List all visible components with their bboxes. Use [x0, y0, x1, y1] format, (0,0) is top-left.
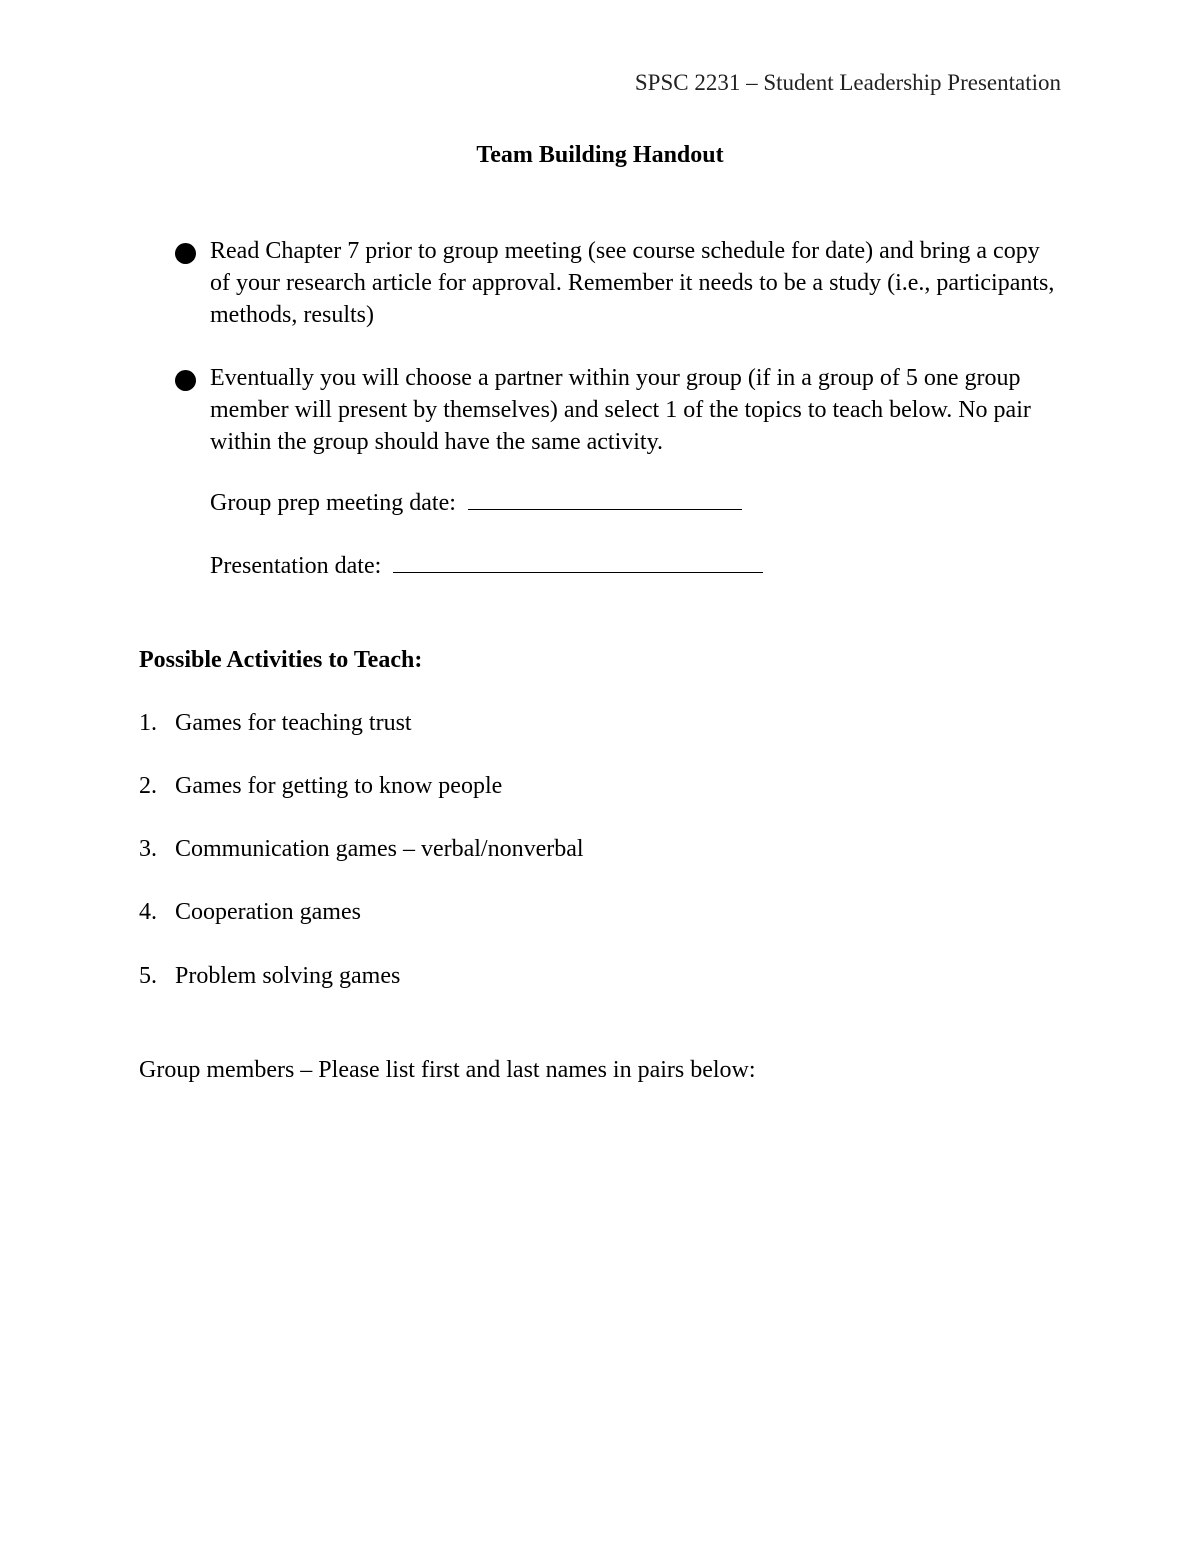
- activity-label: Communication games – verbal/nonverbal: [175, 836, 584, 862]
- page-title: Team Building Handout: [476, 142, 724, 168]
- prep-meeting-date-field: [210, 489, 742, 517]
- prep-meeting-date-label: Group prep meeting date:: [210, 490, 456, 516]
- activity-label: Cooperation games: [175, 899, 361, 925]
- group-members-note: Group members – Please list first and last names in pairs below:: [139, 1057, 756, 1083]
- activity-item: [139, 963, 400, 990]
- bullet-item: [175, 362, 1055, 458]
- presentation-date-blank[interactable]: [393, 552, 763, 573]
- activity-number: 4.: [139, 899, 157, 925]
- page-header: SPSC 2231 – Student Leadership Presentation: [634, 70, 1061, 95]
- activities-heading: Possible Activities to Teach:: [139, 647, 423, 673]
- bullet-item: [175, 235, 1055, 331]
- activity-number: 5.: [139, 963, 157, 989]
- activity-item: [139, 836, 584, 863]
- activity-item: [139, 710, 412, 737]
- presentation-date-field: [210, 552, 763, 580]
- activity-number: 2.: [139, 773, 157, 799]
- bullet-text: Eventually you will choose a partner within your group (if in a group of 5 one group member will present by themselves) and select 1 of the topics to teach below. No pair within the group should have the same activity.: [210, 365, 1031, 455]
- activity-item: [139, 773, 502, 800]
- prep-meeting-date-blank[interactable]: [468, 489, 742, 510]
- activity-label: Games for teaching trust: [175, 710, 412, 736]
- activity-number: 1.: [139, 710, 157, 736]
- activity-number: 3.: [139, 836, 157, 862]
- activity-label: Problem solving games: [175, 963, 401, 989]
- activity-item: [139, 899, 361, 926]
- activity-label: Games for getting to know people: [175, 773, 503, 799]
- bullet-icon: [175, 243, 196, 264]
- bullet-icon: [175, 370, 196, 391]
- bullet-text: Read Chapter 7 prior to group meeting (see course schedule for date) and bring a copy of your research article for approval. Remember it needs to be a study (i.e., participants, methods, results): [210, 238, 1055, 328]
- presentation-date-label: Presentation date:: [210, 553, 382, 579]
